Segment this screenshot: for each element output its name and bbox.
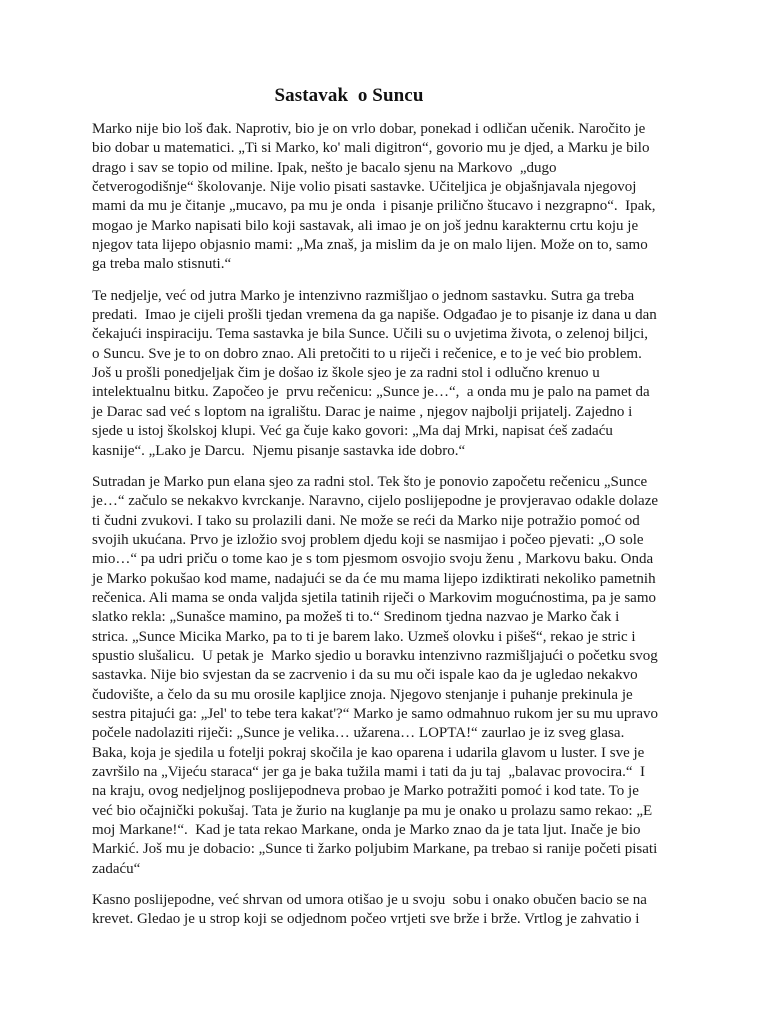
- text-line: na kraju, ovog nedjeljnog poslijepodneva probao je Marko potražiti pomoć i kod tate. To je: [92, 783, 639, 800]
- text-line: Kasno poslijepodne, već shrvan od umora otišao je u svoju sobu i onako obučen bacio se na: [92, 892, 647, 909]
- paragraph: [92, 287, 682, 461]
- paragraph: [92, 891, 682, 930]
- text-line: njegov tata lijepo objasnio mami: „Ma znaš, ja mislim da je on malo lijen. Može on to, samo: [92, 237, 648, 254]
- text-line: čudovište, a čelo da su mu orosile kapljice znoja. Njegovo stenjanje i puhanje prekinula je: [92, 686, 633, 703]
- document-body: [92, 120, 682, 942]
- text-line: ti čudni zvukovi. I tako su prolazili dani. Ne može se reći da Marko nije potražio pomoć od: [92, 512, 640, 529]
- text-line: četverogodišnje“ školovanje. Nije volio pisati sastavke. Učiteljica je objašnjavala njegovoj: [92, 179, 637, 196]
- text-line: završilo na „Vijeću staraca“ jer ga je baka tužila mami i tati da ju taj „balavac provocira.“ I: [92, 764, 645, 780]
- text-line: sastavka. Nije bio svjestan da se zacrvenio i da su mu oči ispale kao da je ugledao nekakvo: [92, 667, 638, 684]
- text-line: mogao je Marko napisati bilo koji sastavak, ali imao je on još jednu karakternu crtu koju je: [92, 217, 639, 234]
- text-line: strica. „Sunce Micika Marko, pa to ti je barem lako. Uzmeš olovku i pišeš“, rekao je stric i: [92, 628, 636, 645]
- text-line: čekajući inspiraciju. Tema sastavka je bila Sunce. Učili su o uvjetima života, o zelenoj biljci,: [92, 326, 649, 343]
- text-line: krevet. Gledao je u strop koji se odjednom počeo vrtjeti sve brže i brže. Vrtlog je zahvatio i: [92, 911, 640, 928]
- text-line: ga treba malo stisnuti.“: [92, 256, 232, 273]
- text-line: je…“ začulo se nekakvo kvrckanje. Naravno, cijelo poslijepodne je provjeravao odakle dolaze: [92, 493, 659, 510]
- text-line: drago i sav se topio od miline. Ipak, nešto je bacalo sjenu na Markovo „dugo: [92, 159, 557, 176]
- text-line: Te nedjelje, već od jutra Marko je intenzivno razmišljao o jednom sastavku. Sutra ga treba: [92, 287, 635, 304]
- text-line: počele nadolaziti riječi: „Sunce je velika… užarena… LOPTA!“ zaurlao je iz sveg glasa.: [92, 725, 625, 742]
- text-line: Marko nije bio loš đak. Naprotiv, bio je on vrlo dobar, ponekad i odličan učenik. Naročito je: [92, 121, 646, 137]
- text-line: svojih ukućana. Prvo je izložio svoj problem djedu koji se nasmijao i počeo pjevati: „O sole: [92, 531, 644, 548]
- paragraph: [92, 120, 682, 275]
- text-line: intelektualnu bitku. Započeo je prvu rečenicu: „Sunce je…“, a onda mu je palo na pamet da: [92, 384, 650, 401]
- text-line: o Suncu. Sve je to on dobro znao. Ali pretočiti to u riječi i rečenice, e to je već bio problem.: [92, 345, 642, 362]
- text-line: mami da mu je čitanje „mucavo, pa mu je onda i pisanje prilično štucavo i nezgrapno“. Ipak,: [92, 198, 656, 215]
- text-line: zadaću“: [92, 860, 141, 877]
- text-line: spustio slušalicu. U petak je Marko sjedio u boravku intenzivno razmišljajući o početku svog: [92, 647, 658, 664]
- text-line: već bio očajnički pokušaj. Tata je žurio na kuglanje pa mu je onako u prolazu samo rekao: „E: [92, 802, 653, 819]
- text-line: rečenica. Ali mama se onda valjda sjetila tatinih riječi o Markovim mogućnostima, pa je samo: [92, 589, 657, 606]
- text-line: sjede u istoj školskoj klupi. Već ga čuje kako govori: „Ma daj Mrki, napisat ćeš zadaću: [92, 423, 613, 440]
- text-line: Još u prošli ponedjeljak čim je došao iz škole sjeo je za radni stol i odlučno krenuo u: [92, 365, 600, 382]
- text-line: Sutradan je Marko pun elana sjeo za radni stol. Tek što je ponovio započetu rečenicu „Sunce: [92, 473, 648, 490]
- text-line: kasnije“. „Lako je Darcu. Njemu pisanje sastavka ide dobro.“: [92, 442, 466, 459]
- text-line: bio dobar u matematici. „Ti si Marko, ko' mali digitron“, govorio mu je djed, a Marku je bilo: [92, 140, 650, 157]
- text-line: slatko rekla: „Sunašce mamino, pa možeš ti to.“ Sredinom tjedna nazvao je Marko čak i: [92, 609, 620, 626]
- text-line: Markić. Još mu je dobacio: „Sunce ti žarko poljubim Markane, pa trebao si ranije početi pisati: [92, 841, 658, 858]
- paragraph: [92, 473, 682, 879]
- text-line: Baka, koja je sjedila u fotelji pokraj skočila je kao oparena i udarila glavom u luster. I sve je: [92, 744, 645, 761]
- text-line: sestra pitajući ga: „Jel' to tebe tera kakat'?“ Marko je samo odmahnuo rukom jer su mu upravo: [92, 705, 659, 722]
- text-line: je Marko pokušao kod mame, nadajući se da će mu mama lijepo izdiktirati nekoliko pametnih: [92, 570, 656, 587]
- text-line: mio…“ pa udri priču o tome kao je s tom pjesmom osvojio svoju ženu , Markovu baku. Onda: [92, 551, 654, 568]
- text-line: moj Markane!“. Kad je tata rekao Markane, onda je Marko znao da je tata ljut. Inače je bio: [92, 822, 641, 839]
- text-line: predati. Imao je cijeli prošli tjedan vremena da ga napiše. Odgađao je to pisanje iz dana u dan: [92, 307, 657, 324]
- text-line: je Darac sad već s loptom na igralištu. Darac je naime , njegov najbolji prijatelj. Zajedno i: [92, 403, 633, 420]
- document-title: Sastavak o Suncu: [274, 85, 424, 106]
